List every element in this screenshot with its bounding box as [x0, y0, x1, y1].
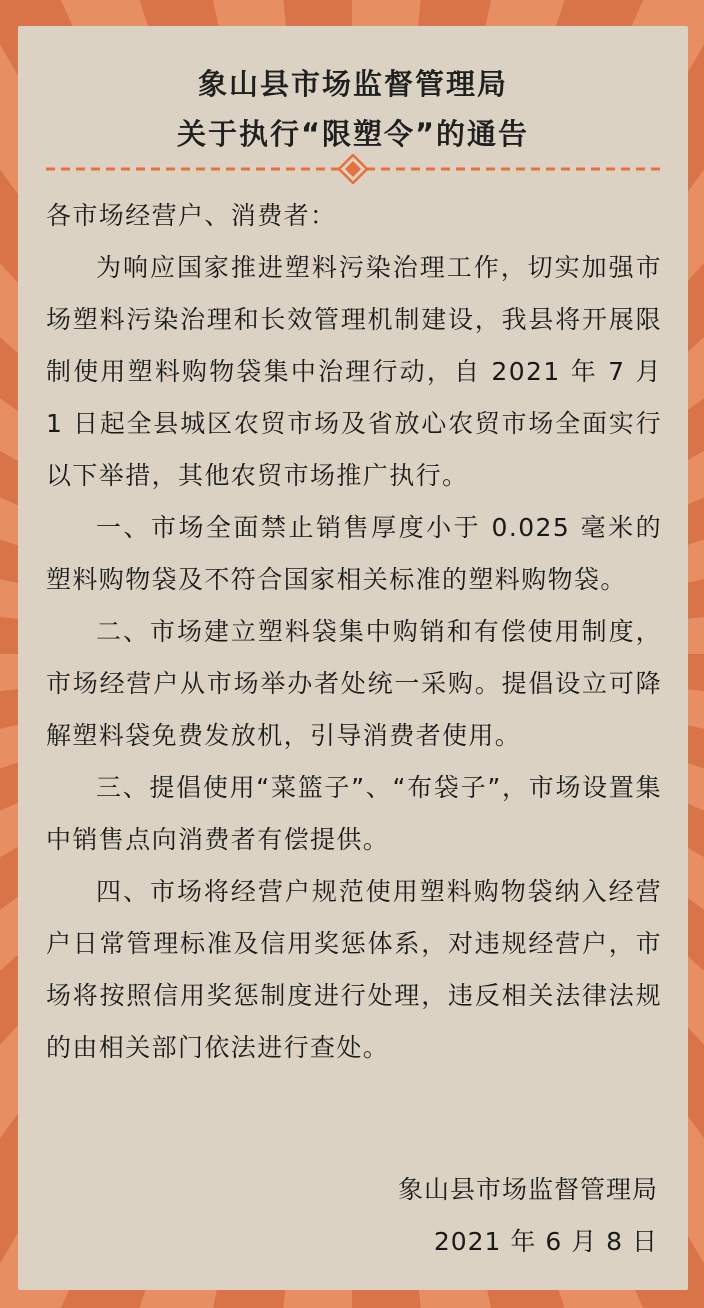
notice-body: [46, 190, 662, 1074]
salutation: 各市场经营户、消费者：: [46, 201, 337, 230]
paragraph-item-1: 一、市场全面禁止销售厚度小于 0.025 毫米的塑料购物袋及不符合国家相关标准的塑料购物袋。: [46, 513, 662, 594]
notice-card: [18, 26, 688, 1290]
diamond-divider: [46, 154, 660, 184]
paragraph-item-3: 三、提倡使用“菜篮子”、“布袋子”，市场设置集中销售点向消费者有偿提供。: [46, 773, 662, 854]
paragraph-item-4: 四、市场将经营户规范使用塑料购物袋纳入经营户日常管理标准及信用奖惩体系，对违规经营户，市场将按照信用奖惩制度进行处理，违反相关法律法规的由相关部门依法进行查处。: [46, 877, 662, 1062]
notice-title-line-1: 象山县市场监督管理局: [197, 67, 508, 101]
paragraph-intro: 为响应国家推进塑料污染治理工作，切实加强市场塑料污染治理和长效管理机制建设，我县将开展限制使用塑料购物袋集中治理行动，自 2021 年 7 月 1 日起全县城区农贸市场及省放心农贸市场全面实行以下举措，其他农贸市场推广执行。: [46, 253, 662, 490]
signature-date: 2021 年 6 月 8 日: [433, 1227, 658, 1256]
paragraph-item-2: 二、市场建立塑料袋集中购销和有偿使用制度，市场经营户从市场举办者处统一采购。提倡设立可降解塑料袋免费发放机，引导消费者使用。: [46, 617, 662, 750]
notice-title-line-2: 关于执行“限塑令”的通告: [176, 117, 530, 151]
signature-organization: 象山县市场监督管理局: [397, 1175, 658, 1204]
diamond-icon: [345, 161, 361, 177]
